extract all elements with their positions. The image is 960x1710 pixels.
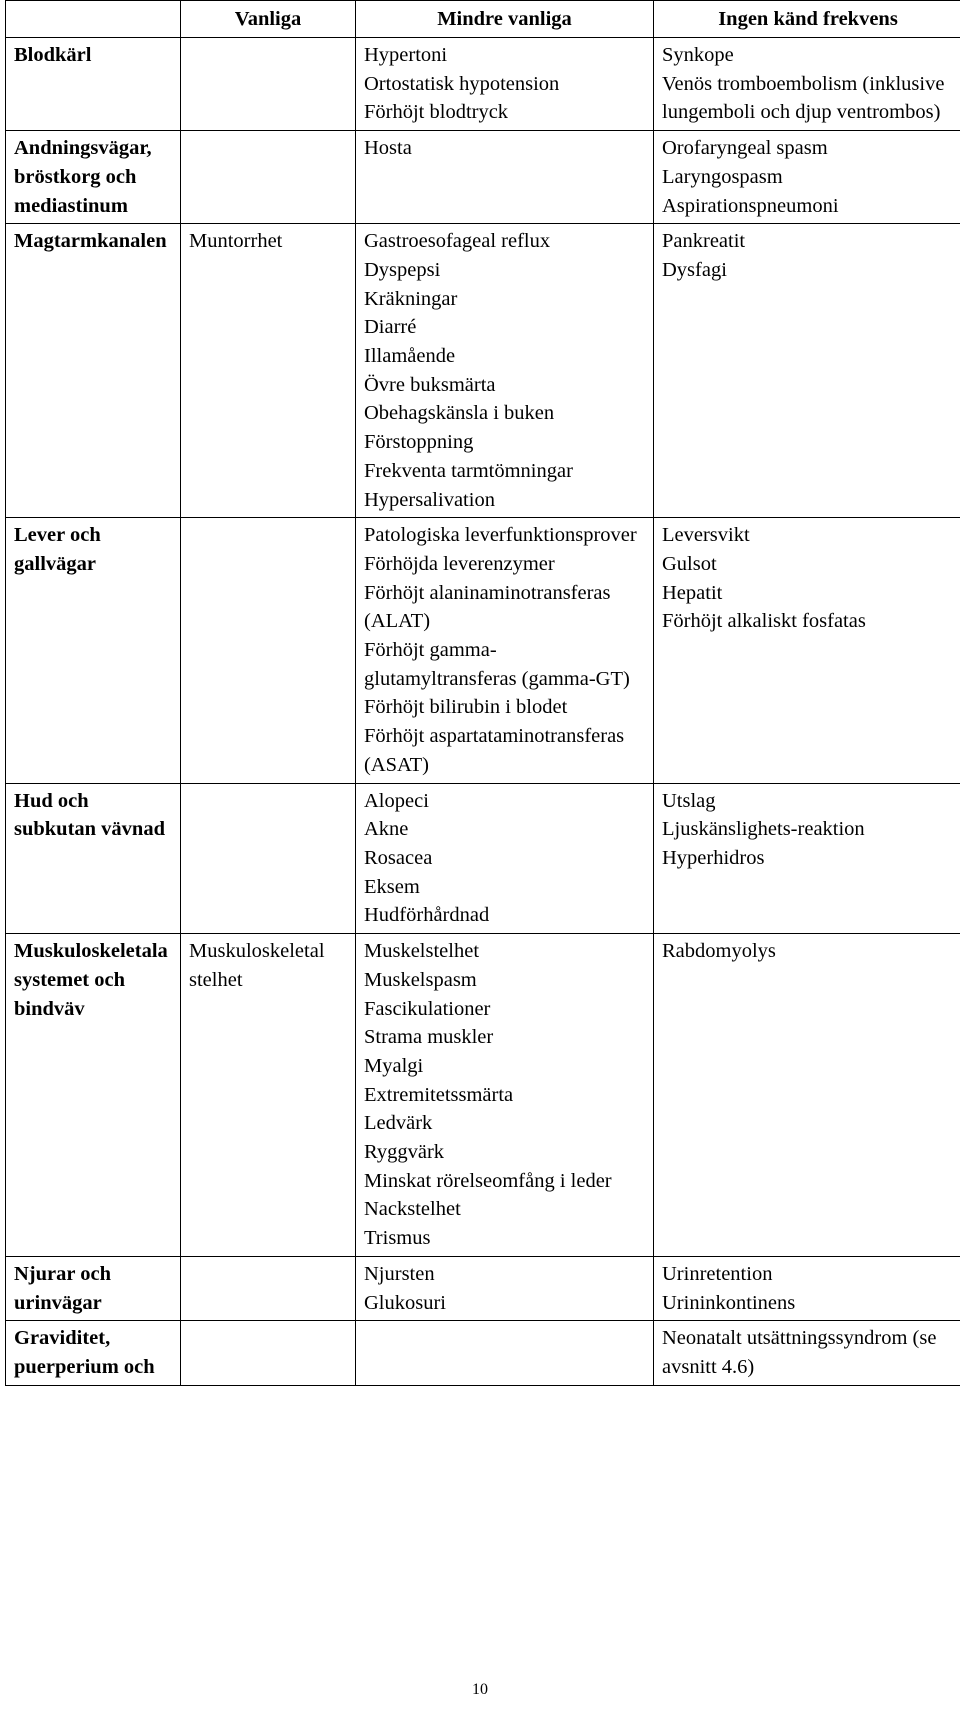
frequency-unknown-cell — [654, 1321, 960, 1385]
reaction-term: Fascikulationer — [364, 997, 491, 1020]
reaction-term: Ljuskänslighets-reaktion — [662, 818, 865, 841]
reaction-term: Förhöjt aspartataminotransferas (ASAT) — [364, 725, 625, 776]
frequency-common-cell — [181, 1321, 356, 1385]
reaction-term: Dyspepsi — [364, 258, 441, 281]
page-number: 10 — [472, 1681, 488, 1698]
reaction-term: Orofaryngeal spasm — [662, 137, 828, 160]
reaction-term: Glukosuri — [364, 1291, 446, 1314]
reaction-term: Eksem — [364, 875, 420, 898]
reaction-term: Leversvikt — [662, 524, 750, 547]
reaction-term: Illamående — [364, 345, 456, 368]
reaction-term: Ledvärk — [364, 1112, 433, 1135]
reaction-term: Förhöjda leverenzymer — [364, 552, 555, 575]
organ-class-cell: Magtarmkanalen — [6, 224, 181, 518]
table-row — [6, 131, 960, 224]
reaction-term: Gastroesofageal reflux — [364, 230, 551, 253]
reaction-term: Diarré — [364, 316, 417, 339]
frequency-uncommon-cell — [356, 131, 654, 224]
reaction-term: Ryggvärk — [364, 1141, 445, 1164]
reaction-term: Rosacea — [364, 846, 433, 869]
reaction-term: Venös tromboembolism (inklusive lungemboli och djup ventrombos) — [662, 72, 945, 124]
frequency-unknown-cell — [654, 518, 960, 783]
reaction-term: Hosta — [364, 137, 412, 160]
reaction-term: Förhöjt gamma-glutamyltransferas (gamma-GT) — [364, 639, 630, 690]
reaction-term: Förstoppning — [364, 431, 474, 454]
frequency-unknown-cell — [654, 934, 960, 1257]
reaction-term: Obehagskänsla i buken — [364, 402, 555, 425]
organ-class-cell: Blodkärl — [6, 38, 181, 131]
reaction-term: Urininkontinens — [662, 1291, 796, 1314]
reaction-term: Övre buksmärta — [364, 373, 496, 396]
frequency-unknown-cell — [654, 38, 960, 131]
reaction-term: Hypersalivation — [364, 488, 495, 511]
reaction-term: Utslag — [662, 789, 716, 812]
reaction-term: Frekventa tarmtömningar — [364, 459, 573, 482]
reaction-term: Hyperhidros — [662, 846, 765, 869]
table-row — [6, 934, 960, 1257]
reaction-term: Alopeci — [364, 789, 429, 812]
frequency-uncommon-cell — [356, 934, 654, 1257]
reaction-term: Ortostatisk hypotension — [364, 72, 560, 95]
table-row — [6, 783, 960, 934]
frequency-common-cell — [181, 1256, 356, 1320]
frequency-unknown-cell — [654, 1256, 960, 1320]
reaction-term: Extremitetssmärta — [364, 1083, 514, 1106]
organ-class-cell: Andningsvägar, bröstkorg och mediastinum — [6, 131, 181, 224]
table-header-row — [6, 1, 960, 38]
frequency-common-cell — [181, 224, 356, 518]
table-body — [6, 38, 960, 1386]
reaction-term: Minskat rörelseomfång i leder — [364, 1169, 612, 1192]
reaction-term: Njursten — [364, 1262, 435, 1285]
reaction-term: Hudförhårdnad — [364, 904, 490, 927]
frequency-unknown-cell — [654, 224, 960, 518]
reaction-term: Hypertoni — [364, 44, 448, 66]
reaction-term: Kräkningar — [364, 287, 458, 310]
frequency-common-cell — [181, 518, 356, 783]
frequency-uncommon-cell — [356, 518, 654, 783]
reaction-term: Förhöjt alaninaminotransferas (ALAT) — [364, 581, 611, 633]
reaction-term: Muskelstelhet — [364, 940, 480, 963]
frequency-unknown-cell — [654, 131, 960, 224]
reaction-term: Myalgi — [364, 1054, 424, 1077]
table-row — [6, 518, 960, 783]
reaction-term: Neonatalt utsättningssyndrom (se avsnitt 4.6) — [662, 1327, 937, 1378]
reaction-term: Aspirationspneumoni — [662, 194, 839, 217]
reaction-term: Rabdomyolys — [662, 940, 776, 963]
organ-class-cell: Njurar och urinvägar — [6, 1256, 181, 1320]
adverse-reactions-table — [5, 0, 960, 1386]
reaction-term: Pankreatit — [662, 230, 746, 253]
reaction-term: Muntorrhet — [189, 230, 283, 253]
reaction-term: Förhöjt alkaliskt fosfatas — [662, 610, 866, 633]
frequency-unknown-cell — [654, 783, 960, 934]
reaction-term: Muskelspasm — [364, 968, 477, 991]
table-row — [6, 1321, 960, 1385]
frequency-uncommon-cell — [356, 783, 654, 934]
organ-class-cell: Hud och subkutan vävnad — [6, 783, 181, 934]
reaction-term: Muskuloskeletal stelhet — [189, 940, 325, 991]
header-cell-vanliga: Vanliga — [181, 1, 356, 38]
reaction-term: Urinretention — [662, 1262, 773, 1285]
frequency-common-cell — [181, 131, 356, 224]
table-row — [6, 224, 960, 518]
frequency-common-cell — [181, 934, 356, 1257]
frequency-uncommon-cell — [356, 1321, 654, 1385]
reaction-term: Akne — [364, 818, 409, 841]
organ-class-cell: Muskuloskeletala systemet och bindväv — [6, 934, 181, 1257]
table-row — [6, 38, 960, 131]
frequency-uncommon-cell — [356, 38, 654, 131]
header-cell-ingen-kand-frekvens: Ingen känd frekvens — [654, 1, 960, 38]
reaction-term: Patologiska leverfunktionsprover — [364, 524, 637, 547]
table-row — [6, 1256, 960, 1320]
header-cell-soc — [6, 1, 181, 38]
reaction-term: Trismus — [364, 1227, 431, 1250]
frequency-uncommon-cell — [356, 224, 654, 518]
reaction-term: Synkope — [662, 44, 734, 66]
frequency-uncommon-cell — [356, 1256, 654, 1320]
organ-class-cell: Graviditet, puerperium och — [6, 1321, 181, 1385]
reaction-term: Gulsot — [662, 552, 717, 575]
reaction-term: Strama muskler — [364, 1026, 494, 1049]
reaction-term: Förhöjt bilirubin i blodet — [364, 696, 568, 719]
reaction-term: Nackstelhet — [364, 1198, 461, 1221]
frequency-common-cell — [181, 38, 356, 131]
reaction-term: Laryngospasm — [662, 165, 783, 188]
header-cell-mindre-vanliga: Mindre vanliga — [356, 1, 654, 38]
reaction-term: Dysfagi — [662, 258, 727, 281]
reaction-term: Hepatit — [662, 581, 723, 604]
frequency-common-cell — [181, 783, 356, 934]
reaction-term: Förhöjt blodtryck — [364, 101, 509, 124]
organ-class-cell: Lever och gallvägar — [6, 518, 181, 783]
